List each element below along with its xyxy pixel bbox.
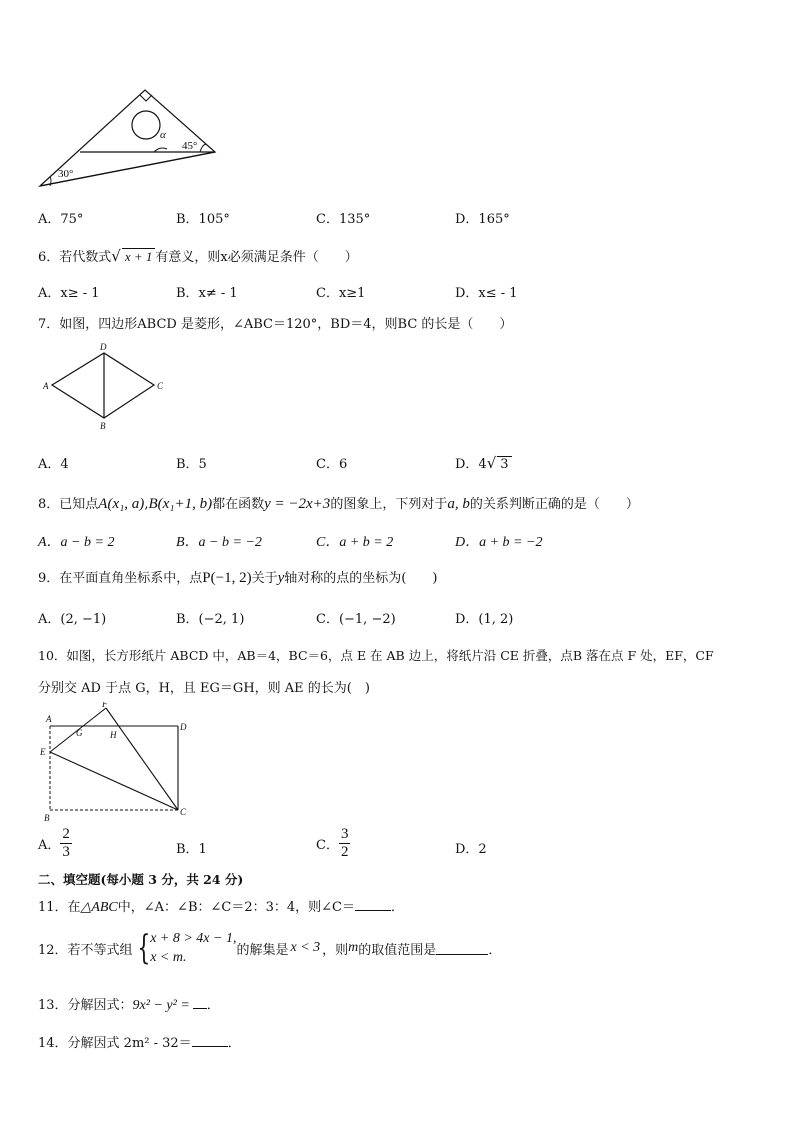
q12-system	[150, 929, 236, 967]
q10-label-g: G	[76, 728, 83, 738]
q7-option-a: A．4	[38, 457, 69, 472]
q5-30-label: 30°	[58, 168, 74, 180]
q7-option-c: C．6	[316, 457, 348, 472]
q6-stem-pre: 6．若代数式	[38, 250, 112, 265]
q10-option-c-den: 2	[340, 844, 349, 860]
q10-label-h: H	[110, 730, 117, 740]
q7-label-a: A	[43, 381, 49, 391]
section-2-title: 二、填空题(每小题 3 分，共 24 分)	[38, 872, 244, 887]
q10-option-b: B．1	[176, 842, 207, 857]
q7-option-d: D．4√ 3	[455, 453, 512, 472]
q6-radicand: x + 1	[122, 248, 156, 265]
q14-end: ．	[227, 1036, 241, 1051]
q11-triangle: △ABC	[80, 900, 118, 915]
q10-option-c-num: 3	[340, 826, 349, 842]
q13-end: ．	[206, 998, 220, 1013]
q10-line-fc	[106, 708, 178, 810]
q13-expression: 9x² − y² =	[132, 998, 190, 1013]
q5-30-arc	[50, 177, 51, 186]
q11-end: ．	[390, 900, 404, 915]
q5-right-angle-mark	[140, 95, 152, 101]
q12-stem	[38, 926, 501, 970]
q7-option-d-radicand: 3	[497, 456, 511, 472]
q10-option-a-den: 3	[62, 844, 70, 860]
q10-option-c	[316, 826, 350, 861]
q13-stem	[38, 994, 220, 1014]
q10-label-e: E	[40, 747, 46, 757]
q10-option-c-fraction	[339, 826, 351, 861]
q11-stem-a: 11．在	[38, 900, 81, 915]
q8-comma: ,	[144, 497, 149, 512]
q7-rhombus	[52, 353, 154, 418]
q11-stem	[38, 896, 404, 916]
q7-rhombus-figure	[38, 340, 168, 435]
q9-axis: y	[277, 570, 285, 586]
q10-stem-line2: 分别交 AD 于点 G，H，且 EG＝GH，则 AE 的长为( )	[38, 681, 370, 696]
q10-label-f: F	[102, 702, 108, 709]
q7-option-b: B．5	[176, 457, 207, 472]
q5-option-b: B．105°	[176, 212, 230, 227]
q9-point: P(−1, 2)	[202, 570, 252, 586]
q10-label-b: B	[44, 813, 50, 823]
q8-point-a: A(x₁, a)	[98, 496, 145, 512]
q10-option-a-label: A．	[38, 838, 61, 853]
q14-stem-text: 14．分解因式 2m² - 32＝	[38, 1036, 192, 1051]
q12-brace: {	[136, 928, 150, 968]
q8-option-d: D．a + b = −2	[455, 535, 543, 550]
q12-inequality-1: x + 8 > 4x − 1,	[150, 931, 237, 946]
q5-option-c: C．135°	[316, 212, 371, 227]
q12-answer-blank[interactable]	[436, 942, 488, 955]
q5-circle-hole	[132, 111, 160, 139]
q8-stem-d: 的关系判断正确的是（ ）	[469, 497, 639, 512]
q8-option-b: B．a − b = −2	[176, 535, 262, 550]
q5-45-arc	[200, 144, 206, 152]
q8-function: y = −2x+3	[264, 496, 331, 512]
q9-option-a: A．(2, −1)	[38, 612, 107, 627]
q5-option-d: D．165°	[455, 212, 510, 227]
q5-option-a: A．75°	[38, 212, 84, 227]
q6-option-c: C．x≥1	[316, 286, 366, 301]
q9-option-c: C．(−1, −2)	[316, 612, 396, 627]
q10-option-c-label: C．	[316, 838, 339, 853]
q9-stem-b: 关于	[251, 571, 278, 586]
q12-stem-d: 的取值范围是	[358, 942, 437, 958]
q7-label-d: D	[100, 342, 107, 352]
q5-45-label: 45°	[182, 140, 198, 152]
q9-stem	[38, 567, 437, 587]
q12-stem-a: 12．若不等式组	[38, 942, 133, 958]
q6-option-b: B．x≠ - 1	[176, 286, 238, 301]
q11-stem-b: 中，∠A：∠B：∠C＝2：3：4，则∠C＝	[117, 900, 355, 915]
q5-alpha-label: α	[160, 129, 166, 141]
q6-option-d: D．x≤ - 1	[455, 286, 518, 301]
q8-option-a: A．a − b = 2	[38, 535, 115, 550]
q10-option-a	[38, 826, 72, 861]
q5-alpha-arc	[154, 148, 167, 152]
q10-option-a-num: 2	[62, 826, 70, 842]
q10-line-ec	[50, 752, 178, 810]
q8-stem-a: 8．已知点	[38, 497, 99, 512]
q12-m: m	[348, 940, 359, 955]
q9-stem-a: 9．在平面直角坐标系中，点	[38, 571, 203, 586]
q9-option-b: B．(−2, 1)	[176, 612, 245, 627]
q12-solution: x < 3	[290, 940, 321, 955]
q8-ab: a, b	[447, 496, 470, 512]
q10-option-d: D．2	[455, 842, 487, 857]
q10-stem-line1: 10．如图，长方形纸片 ABCD 中，AB＝4，BC＝6，点 E 在 AB 边上，将纸片沿 CE 折叠，点B 落在点 F 处，EF，CF	[38, 648, 714, 663]
q7-label-b: B	[100, 421, 106, 431]
q10-label-d: D	[180, 722, 187, 732]
q6-stem-post: 有意义，则x必须满足条件（ ）	[155, 250, 358, 265]
q8-stem-c: 的图象上，下列对于	[330, 497, 448, 512]
q8-option-c: C．a + b = 2	[316, 535, 394, 550]
q12-end: ．	[488, 942, 502, 958]
q8-point-b: B(x₁+1, b)	[148, 496, 213, 512]
q12-stem-b: 的解集是	[236, 942, 289, 958]
q8-stem-b: 都在函数	[212, 497, 265, 512]
q7-stem: 7．如图，四边形ABCD 是菱形，∠ABC＝120°，BD＝4，则BC 的长是（ ）	[38, 317, 513, 332]
q12-stem-c: ，则	[322, 942, 349, 958]
q14-answer-blank[interactable]	[192, 1034, 228, 1047]
q10-label-c: C	[180, 807, 187, 817]
q13-stem-text: 13．分解因式：	[38, 998, 133, 1013]
q5-figure	[30, 82, 230, 194]
q14-stem	[38, 1032, 241, 1051]
q10-rectangle-figure	[38, 702, 198, 824]
q9-stem-c: 轴对称的点的坐标为( )	[284, 571, 438, 586]
q6-option-a: A．x≥ - 1	[38, 286, 100, 301]
q11-answer-blank[interactable]	[355, 898, 391, 911]
q10-option-a-fraction	[60, 826, 72, 861]
q8-stem	[38, 493, 639, 513]
q10-label-a: A	[46, 714, 52, 724]
q6-stem: 6．若代数式√ x + 1 有意义，则x必须满足条件（ ）	[38, 247, 358, 265]
q7-option-d-pre: D．4	[455, 457, 487, 472]
q12-inequality-2: x < m.	[150, 950, 187, 965]
q13-answer-blank[interactable]	[193, 996, 207, 1009]
q9-option-d: D．(1, 2)	[455, 612, 514, 627]
q7-label-c: C	[157, 381, 164, 391]
